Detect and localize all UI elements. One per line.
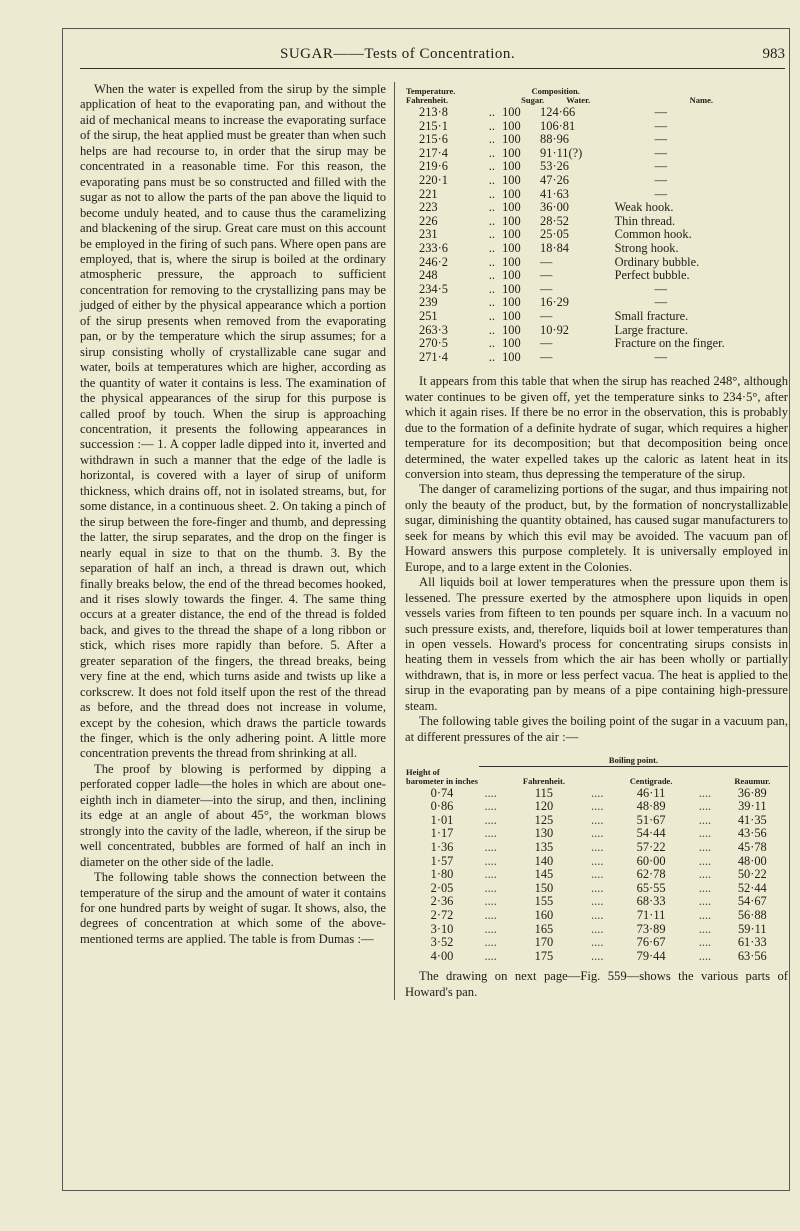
paragraph: The following table shows the connection between the temperature of the sirup and the amount of water it contains for one hundred parts by weight of sugar. It shows, also, the degrees of concentration at which some of the above-mentioned terms are applied. The table is from Dumas :— bbox=[80, 870, 386, 946]
col-fahrenheit: Fahrenheit. bbox=[522, 775, 565, 786]
table-cell: 150 bbox=[534, 880, 554, 895]
leader-dots: .... bbox=[591, 826, 604, 841]
leader-dots: .... bbox=[484, 921, 497, 936]
table-cell: Weak hook. bbox=[614, 200, 674, 215]
table-cell: Perfect bubble. bbox=[614, 268, 690, 283]
table-cell: 2·72 bbox=[430, 908, 454, 922]
table-cell: 59·11 bbox=[738, 921, 767, 936]
table-cell: — bbox=[654, 118, 667, 133]
table-cell: Ordinary bubble. bbox=[614, 254, 700, 269]
table-cell: .. bbox=[488, 159, 495, 174]
table-cell: 2·36 bbox=[430, 894, 454, 909]
table-cell: 41·35 bbox=[737, 812, 767, 827]
table-cell: 130 bbox=[534, 826, 554, 841]
table-row bbox=[405, 855, 788, 869]
boiling-point-table bbox=[405, 755, 788, 963]
table-cell: 120 bbox=[534, 799, 554, 814]
table-cell: 271·4 bbox=[419, 349, 448, 364]
leader-dots: .... bbox=[484, 880, 497, 895]
table-cell: 91·11(?) bbox=[540, 145, 583, 160]
table-row bbox=[405, 827, 788, 841]
leader-dots: .... bbox=[698, 799, 712, 814]
table-cell: 47·26 bbox=[540, 172, 569, 187]
table-cell: .. bbox=[488, 213, 495, 228]
table-cell: 100 bbox=[502, 254, 521, 269]
table-cell: 0·74 bbox=[430, 785, 454, 800]
table-cell: 100 bbox=[502, 308, 521, 323]
table-cell: 215·1 bbox=[419, 118, 448, 133]
table-cell: 73·89 bbox=[636, 921, 666, 936]
leader-dots: .... bbox=[484, 894, 497, 909]
table-row bbox=[405, 228, 788, 242]
table-cell: 124·66 bbox=[540, 105, 576, 119]
leader-dots: .... bbox=[591, 880, 604, 895]
table-cell: Small fracture. bbox=[614, 308, 689, 323]
table-cell: 100 bbox=[502, 227, 521, 242]
table-cell: .. bbox=[488, 308, 495, 323]
table-cell: 100 bbox=[502, 268, 521, 283]
leader-dots: .... bbox=[698, 785, 712, 800]
table-cell: — bbox=[654, 145, 667, 160]
table-cell: 52·44 bbox=[737, 880, 767, 895]
leader-dots: .... bbox=[591, 840, 604, 855]
table-cell: 39·11 bbox=[738, 799, 767, 814]
leader-dots: .... bbox=[484, 948, 497, 963]
table-cell: 246·2 bbox=[419, 254, 448, 269]
table-cell: — bbox=[540, 308, 553, 323]
leader-dots: .... bbox=[484, 935, 497, 950]
table-row bbox=[405, 841, 788, 855]
table-cell: 115 bbox=[534, 785, 554, 800]
table-cell: 60·00 bbox=[636, 853, 666, 868]
table-row bbox=[405, 120, 788, 134]
boiling-point-group: Boiling point. bbox=[479, 755, 788, 767]
table-cell: — bbox=[654, 281, 667, 296]
table-cell: 135 bbox=[534, 840, 554, 855]
table-row bbox=[405, 787, 788, 801]
table-cell: 270·5 bbox=[419, 336, 448, 351]
table-cell: 3·52 bbox=[430, 935, 454, 950]
table-row bbox=[405, 923, 788, 937]
table-cell: 1·80 bbox=[430, 867, 454, 882]
table-row bbox=[405, 188, 788, 202]
col-composition bbox=[497, 86, 615, 106]
table-cell: .. bbox=[488, 268, 495, 283]
table-row bbox=[405, 800, 788, 814]
table-row bbox=[405, 868, 788, 882]
table-cell: 18·84 bbox=[540, 240, 569, 255]
table-cell: 155 bbox=[534, 894, 554, 909]
table-cell: 54·44 bbox=[636, 826, 666, 841]
table-cell: 51·67 bbox=[636, 812, 666, 827]
table-cell: 213·8 bbox=[419, 105, 448, 119]
table-cell: 100 bbox=[502, 132, 521, 147]
table-cell: — bbox=[654, 159, 667, 174]
paragraph: All liquids boil at lower temperatures when the pressure upon them is lessened. The pressure exerted by the atmosphere upon liquids in open vessels varies from fifteen to ten pounds per square inch. In a vacuum no such pressure exists, and, therefore, liquids boil at lower temperatures than in open vessels. Howard's process for concentrating sirups consists in heating them in vessels from which the air has been wholly or partially withdrawn, that is, in more or less perfect vacua. The heat is applied to the sirup in the evaporating pan by means of a pipe containing high-pressure steam. bbox=[405, 575, 788, 713]
table-row bbox=[405, 283, 788, 297]
table-cell: 46·11 bbox=[636, 785, 666, 800]
table-row bbox=[405, 242, 788, 256]
table-cell: 63·56 bbox=[737, 948, 767, 963]
table-cell: 62·78 bbox=[636, 867, 666, 882]
table-cell: 165 bbox=[534, 921, 554, 936]
table-cell: 219·6 bbox=[419, 159, 448, 174]
table-cell: Large fracture. bbox=[614, 322, 688, 337]
table-row bbox=[405, 174, 788, 188]
table-cell: 226 bbox=[419, 213, 438, 228]
table-cell: 54·67 bbox=[737, 894, 767, 909]
table-cell: 43·56 bbox=[737, 826, 767, 841]
table-cell: 100 bbox=[502, 295, 521, 310]
table-cell: 175 bbox=[534, 948, 554, 963]
paragraph: It appears from this table that when the sirup has reached 248°, although water continues to be given off, yet the temperature sinks to 234·5°, after which it again rises. If there be no error in the observation, this is probably due to the formation of a definite hydrate of sugar, which requires a higher temperature for its decomposition; but that decomposition being once determined, the water expelled takes up the caloric as latent heat in its conversion into steam, thus depressing the temperature of the sirup. bbox=[405, 374, 788, 481]
left-column bbox=[80, 82, 386, 947]
table-cell: .. bbox=[488, 118, 495, 133]
leader-dots: .... bbox=[698, 908, 712, 922]
table-cell: 100 bbox=[502, 336, 521, 351]
table-cell: 263·3 bbox=[419, 322, 448, 337]
table-row bbox=[405, 269, 788, 283]
table-row bbox=[405, 106, 788, 120]
table-cell: 36·89 bbox=[737, 785, 767, 800]
table-cell: 2·05 bbox=[430, 880, 454, 895]
leader-dots: .... bbox=[698, 894, 712, 909]
col-reaumur: Reaumur. bbox=[734, 775, 771, 786]
table-cell: Strong hook. bbox=[614, 240, 679, 255]
table-row bbox=[405, 296, 788, 310]
leader-dots: .... bbox=[698, 867, 712, 882]
table-cell: 53·26 bbox=[540, 159, 569, 174]
leader-dots: .... bbox=[484, 840, 497, 855]
table-cell: 248 bbox=[419, 268, 438, 283]
table-cell: 68·33 bbox=[636, 894, 666, 909]
table-cell: — bbox=[540, 268, 553, 283]
leader-dots: .... bbox=[484, 812, 497, 827]
leader-dots: .... bbox=[484, 785, 497, 800]
leader-dots: .... bbox=[698, 880, 712, 895]
leader-dots: .... bbox=[591, 921, 604, 936]
table-cell: 3·10 bbox=[430, 921, 454, 936]
table-row bbox=[405, 895, 788, 909]
table-row bbox=[405, 256, 788, 270]
paragraph: The danger of caramelizing portions of the sugar, and thus impairing not only the beauty of the product, but, by the formation of noncrystallizable sugar, diminishing the quantity obtained, has caused sugar manufacturers to seek for means by which this evil may be avoided. The vacuum pan of Howard answers this purpose completely. It is universally employed in Europe, and to a large extent in the Colonies. bbox=[405, 482, 788, 574]
table-cell: 61·33 bbox=[737, 935, 767, 950]
col-centigrade: Centigrade. bbox=[629, 775, 673, 786]
table-cell: .. bbox=[488, 281, 495, 296]
footer-paragraph: The drawing on next page—Fig. 559—shows the various parts of Howard's pan. bbox=[405, 969, 788, 999]
table-cell: .. bbox=[488, 105, 495, 119]
table-cell: 48·89 bbox=[636, 799, 666, 814]
table-cell: 215·6 bbox=[419, 132, 448, 147]
table-cell: 41·63 bbox=[540, 186, 569, 201]
table-cell: 239 bbox=[419, 295, 438, 310]
table-cell: 100 bbox=[502, 200, 521, 215]
table-cell: Fracture on the finger. bbox=[614, 336, 725, 351]
table-cell: — bbox=[540, 349, 553, 364]
col-sugar: Sugar. bbox=[521, 95, 545, 105]
table-cell: 234·5 bbox=[419, 281, 448, 296]
table-cell: Common hook. bbox=[614, 227, 692, 242]
table-cell: 140 bbox=[534, 853, 554, 868]
table-cell: 56·88 bbox=[737, 908, 767, 922]
table-cell: .. bbox=[488, 186, 495, 201]
table-cell: 16·29 bbox=[540, 295, 569, 310]
table-cell: 36·00 bbox=[540, 200, 569, 215]
table-row bbox=[405, 814, 788, 828]
table-cell: .. bbox=[488, 254, 495, 269]
table-cell: .. bbox=[488, 172, 495, 187]
table-cell: 10·92 bbox=[540, 322, 569, 337]
table-cell: 4·00 bbox=[430, 948, 454, 963]
table-cell: .. bbox=[488, 227, 495, 242]
leader-dots: .... bbox=[591, 853, 604, 868]
table-cell: — bbox=[654, 295, 667, 310]
table-cell: 57·22 bbox=[636, 840, 666, 855]
table-cell: 217·4 bbox=[419, 145, 448, 160]
table-cell: .. bbox=[488, 145, 495, 160]
leader-dots: .... bbox=[698, 853, 712, 868]
table-cell: 100 bbox=[502, 281, 521, 296]
header-title: SUGAR——Tests of Concentration. bbox=[280, 46, 516, 62]
table-cell: — bbox=[654, 105, 667, 119]
table-cell: .. bbox=[488, 240, 495, 255]
table-cell: 106·81 bbox=[540, 118, 576, 133]
leader-dots: .... bbox=[484, 853, 497, 868]
table-cell: .. bbox=[488, 295, 495, 310]
table-cell: Thin thread. bbox=[614, 213, 676, 228]
table-row bbox=[405, 882, 788, 896]
table-cell: .. bbox=[488, 349, 495, 364]
table-cell: 88·96 bbox=[540, 132, 569, 147]
table-cell: 100 bbox=[502, 213, 521, 228]
leader-dots: .... bbox=[698, 921, 712, 936]
table-cell: 76·67 bbox=[636, 935, 666, 950]
leader-dots: .... bbox=[698, 840, 712, 855]
table-row bbox=[405, 936, 788, 950]
paragraph: The following table gives the boiling point of the sugar in a vacuum pan, at different pressures of the air :— bbox=[405, 714, 788, 744]
concentration-table bbox=[405, 86, 788, 364]
table-cell: — bbox=[540, 336, 553, 351]
table-cell: — bbox=[540, 254, 553, 269]
table-cell: 100 bbox=[502, 186, 521, 201]
table-cell: — bbox=[654, 132, 667, 147]
col-temp: Temperature. Fahrenheit. bbox=[406, 86, 456, 105]
leader-dots: .... bbox=[591, 799, 604, 814]
table-cell: 100 bbox=[502, 172, 521, 187]
table-cell: 125 bbox=[534, 812, 554, 827]
col-name: Name. bbox=[689, 95, 713, 105]
table-row bbox=[405, 215, 788, 229]
leader-dots: .... bbox=[591, 908, 604, 922]
table-cell: 231 bbox=[419, 227, 438, 242]
table-row bbox=[405, 201, 788, 215]
table-cell: .. bbox=[488, 322, 495, 337]
table-cell: 0·86 bbox=[430, 799, 454, 814]
leader-dots: .... bbox=[591, 935, 604, 950]
table-cell: .. bbox=[488, 336, 495, 351]
leader-dots: .... bbox=[484, 908, 497, 922]
table-row bbox=[405, 147, 788, 161]
table-cell: 71·11 bbox=[636, 908, 666, 922]
table-cell: 233·6 bbox=[419, 240, 448, 255]
leader-dots: .... bbox=[698, 812, 712, 827]
paragraph: The proof by blowing is performed by dipping a perforated copper ladle—the holes in which are about one-eighth inch in diameter—into the sirup, and then, inclining its edge at an angle of about 45°, the workman blows strongly into the cavity of the ladle, whereon, if the sirup be well concentrated, bubbles are formed of half an inch in diameter on the other side of the ladle. bbox=[80, 761, 386, 869]
table-row bbox=[405, 160, 788, 174]
table-cell: .. bbox=[488, 132, 495, 147]
leader-dots: .... bbox=[484, 867, 497, 882]
table-row bbox=[405, 310, 788, 324]
table-cell: — bbox=[654, 172, 667, 187]
col-water: Water. bbox=[566, 95, 591, 105]
leader-dots: .... bbox=[484, 799, 497, 814]
leader-dots: .... bbox=[698, 935, 712, 950]
leader-dots: .... bbox=[484, 826, 497, 841]
table-cell: 100 bbox=[502, 159, 521, 174]
table-row bbox=[405, 133, 788, 147]
leader-dots: .... bbox=[591, 894, 604, 909]
table-cell: 100 bbox=[502, 118, 521, 133]
table-cell: 100 bbox=[502, 349, 521, 364]
leader-dots: .... bbox=[591, 948, 604, 963]
table-row bbox=[405, 909, 788, 923]
table-row bbox=[405, 950, 788, 964]
col-barometer: Height of barometer in inches bbox=[406, 766, 478, 786]
table-row bbox=[405, 324, 788, 338]
table-cell: 1·17 bbox=[430, 826, 454, 841]
table-cell: 220·1 bbox=[419, 172, 448, 187]
page-number: 983 bbox=[762, 46, 785, 62]
table-cell: 1·57 bbox=[430, 853, 454, 868]
table-cell: 45·78 bbox=[737, 840, 767, 855]
table-cell: 25·05 bbox=[540, 227, 569, 242]
table-cell: 1·01 bbox=[430, 812, 454, 827]
table-row bbox=[405, 351, 788, 365]
table-cell: 100 bbox=[502, 105, 521, 119]
table-cell: 50·22 bbox=[737, 867, 767, 882]
composition-label: Composition. bbox=[531, 86, 580, 96]
table-cell: 160 bbox=[534, 908, 554, 922]
table-cell: — bbox=[540, 281, 553, 296]
table-cell: 170 bbox=[534, 935, 554, 950]
table-cell: 223 bbox=[419, 200, 438, 215]
table-cell: 48·00 bbox=[737, 853, 767, 868]
table-cell: 100 bbox=[502, 240, 521, 255]
paragraph: When the water is expelled from the sirup by the simple application of heat to the evaporating pan, and without the aid of mechanical means to increase the evaporating surface of the sirup, the heat applied must be greater than when such helps are had recourse to, in order that the sirup may be concentrated in a reasonable time. For this reason, the evaporating pans must be so constructed and filled with the sugar as not to allow the parts of the pan above the liquid to become unduly heated, and to cause thus the caramelizing and blackening of the sirup. Great care must on this account be employed in the firing of such pans. Where open pans are employed, that is, where the sirup is boiled at the ordinary atmospheric pressure, the approach to sufficient concentration for removing to the crystallizing pans may be judged of either by the physical appearance which a portion of the sirup presents when removed from the evaporating pan, or by the temperature which the sirup assumes; for a sirup consisting wholly of crystallizable cane sugar and water, boils at temperatures which are higher, according as the quantity of water it contains is less. The examination of the physical appearances of the sirup for this purpose is called proof by touch. When the sirup is approaching concentration, it presents the following appearances in succession :— 1. A copper ladle dipped into it, inverted and withdrawn in such a manner that the edge of the ladle is horizontal, is covered with a layer of sirup of uniform thickness, which drains off, not in isolated streams, but, for some distance, in a continuous sheet. 2. On taking a pinch of the sirup between the fore-finger and thumb, and depressing the latter, the sirup separates, and the drop on the finger is nearly equal in size to that on the thumb. 3. By the separation of half an inch, a thread is drawn out, which finally breaks below, the end of the thread becomes hooked, and it rises slowly towards the finger. 4. The same thing occurs at a greater distance, the end of the thread is folded back, and gives to the thread the shape of a long ribbon or stick, which rises more rapidly than before. 5. After a greater separation of the fingers, the thread breaks, being very fine at the end, which turns aside and twists up like a corkscrew. It does not fold itself upon the rest of the thread as before, and the thread does not increase in volume, except by the cohesion, which draws the particle towards the finger, which is the only adhering point. A little more concentration prevents the thread from shrinking at all. bbox=[80, 82, 386, 761]
leader-dots: .... bbox=[591, 867, 604, 882]
table-cell: 28·52 bbox=[540, 213, 569, 228]
leader-dots: .... bbox=[698, 826, 712, 841]
leader-dots: .... bbox=[591, 812, 604, 827]
table-cell: 100 bbox=[502, 145, 521, 160]
table-cell: — bbox=[654, 186, 667, 201]
table-cell: 1·36 bbox=[430, 840, 454, 855]
table-cell: — bbox=[654, 349, 667, 364]
table-cell: 65·55 bbox=[636, 880, 666, 895]
table-cell: 221 bbox=[419, 186, 438, 201]
right-column bbox=[394, 82, 788, 1000]
leader-dots: .... bbox=[698, 948, 712, 963]
table-row bbox=[405, 337, 788, 351]
table-cell: 100 bbox=[502, 322, 521, 337]
table-cell: 79·44 bbox=[636, 948, 666, 963]
leader-dots: .... bbox=[591, 785, 604, 800]
table-cell: 251 bbox=[419, 308, 438, 323]
table-cell: 145 bbox=[534, 867, 554, 882]
table-cell: .. bbox=[488, 200, 495, 215]
